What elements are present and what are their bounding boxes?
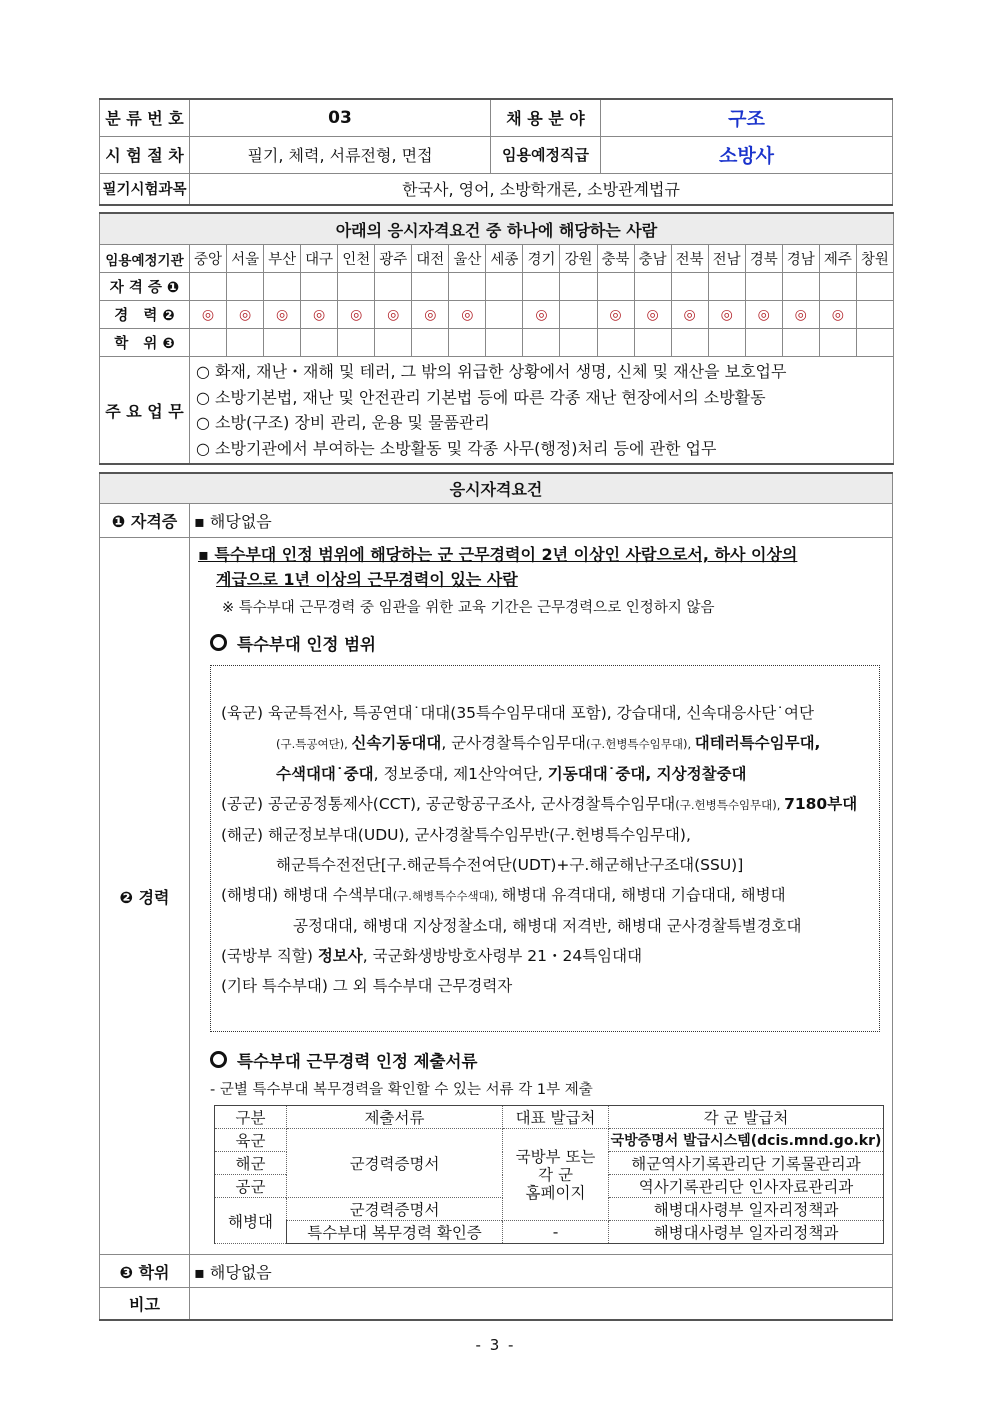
qualification-mark <box>560 273 597 301</box>
org-label: 임용예정기관 <box>100 245 190 273</box>
license-label: ❶ 자격증 <box>100 504 190 538</box>
double-circle-icon: ◎ <box>238 306 252 323</box>
duty-item: ○ 소방(구조) 장비 관리, 운용 및 물품관리 <box>196 413 490 432</box>
docs-note: - 군별 특수부대 복무경력을 확인할 수 있는 서류 각 1부 제출 <box>210 1082 593 1098</box>
eligibility-table <box>99 212 894 465</box>
exam-label: 시 험 절 차 <box>100 136 190 173</box>
qualification-label: 경 력 ❷ <box>100 301 190 329</box>
org-cell: 전북 <box>671 245 708 273</box>
qualification-mark <box>708 273 745 301</box>
qualification-mark <box>523 301 560 329</box>
duty-item: ○ 소방기관에서 부여하는 소방활동 및 각종 사무(행정)처리 등에 관한 업무 <box>196 438 717 458</box>
qualification-mark <box>671 301 708 329</box>
qualification-mark <box>264 301 301 329</box>
exam-value: 필기, 체력, 서류전형, 면접 <box>190 136 491 173</box>
duty-item: ○ 소방기본법, 재난 및 안전관리 기본법 등에 따른 각종 재난 현장에서의 소방활동 <box>196 387 766 407</box>
career-label: ❷ 경력 <box>100 538 190 1255</box>
subjects-label: 필기시험과목 <box>100 173 190 205</box>
remarks-value <box>190 1288 893 1320</box>
double-circle-icon: ◎ <box>831 306 844 323</box>
branch-army: 육군 <box>215 1129 287 1152</box>
qualification-mark <box>819 273 856 301</box>
doc-common: 군경력증명서 <box>287 1129 503 1198</box>
docs-title: 특수부대 근무경력 인정 제출서류 <box>237 1052 478 1071</box>
qualification-row <box>100 329 894 357</box>
eligibility-title: 아래의 응시자격요건 중 하나에 해당하는 사람 <box>100 213 894 245</box>
duty-item: ○ 화재, 재난・재해 및 테러, 그 밖의 위급한 상황에서 생명, 신체 및 재산을 보호업무 <box>196 362 787 381</box>
org-cell: 강원 <box>560 245 597 273</box>
qualification-mark <box>671 273 708 301</box>
army-issuer: 국방증명서 발급시스템(dcis.mnd.go.kr) <box>609 1129 884 1152</box>
qualification-mark <box>338 329 375 357</box>
docs-table <box>214 1105 884 1244</box>
requirements-title: 응시자격요건 <box>100 473 893 504</box>
qualification-mark <box>486 273 523 301</box>
navy-line-1: (해군) 해군정보부대(UDU), 군사경찰특수임무반(구.헌병특수임무대), <box>221 826 691 844</box>
org-row <box>100 245 894 273</box>
marine-doc-1: 군경력증명서 <box>287 1198 503 1221</box>
qualification-mark <box>486 329 523 357</box>
double-circle-icon: ◎ <box>609 306 622 323</box>
org-cell: 울산 <box>449 245 486 273</box>
double-circle-icon: ◎ <box>646 306 659 323</box>
class-no-value: 03 <box>190 99 491 136</box>
duties-list <box>190 357 894 465</box>
org-cell: 대구 <box>301 245 338 273</box>
qualification-mark <box>301 301 338 329</box>
degree-value: ▪ 해당없음 <box>190 1255 893 1288</box>
qualification-mark <box>708 329 745 357</box>
qualification-mark <box>190 329 227 357</box>
qualification-mark <box>560 329 597 357</box>
branch-marine: 해병대 <box>215 1198 287 1244</box>
army-line-3: 수색대대˙중대, 정보중대, 제1산악여단, 기동대대˙중대, 지상정찰중대 <box>276 765 747 783</box>
rank-value: 소방사 <box>601 136 893 173</box>
org-cell: 인천 <box>338 245 375 273</box>
qualification-mark <box>412 329 449 357</box>
qualification-mark <box>745 273 782 301</box>
qualification-row <box>100 273 894 301</box>
qualification-mark <box>856 273 893 301</box>
org-cell: 경북 <box>745 245 782 273</box>
org-cell: 부산 <box>264 245 301 273</box>
career-req-line-1: ▪ 특수부대 인정 범위에 해당하는 군 근무경력이 2년 이상인 사람으로서, 하사 이상의 <box>198 545 798 564</box>
header-table <box>99 98 893 206</box>
org-cell: 충북 <box>597 245 634 273</box>
qualification-mark <box>634 329 671 357</box>
double-circle-icon: ◎ <box>350 306 363 323</box>
rank-label: 임용예정직급 <box>491 136 601 173</box>
qualification-mark <box>449 329 486 357</box>
army-line-1: (육군) 육군특전사, 특공연대˙대대(35특수임무대대 포함), 강습대대, 신속대응사단˙여단 <box>221 704 814 722</box>
marine-line-1: (해병대) 해병대 수색부대(구.해병특수수색대), 해병대 유격대대, 해병대 기습대대, 해병대 <box>221 886 786 904</box>
etc-line: (기타 특수부대) 그 외 특수부대 근무경력자 <box>221 977 513 995</box>
marine-issuer-1: 해병대사령부 일자리정책과 <box>609 1198 884 1221</box>
qualification-mark <box>597 273 634 301</box>
docs-header: 각 군 발급처 <box>609 1106 884 1129</box>
range-heading <box>210 631 880 655</box>
double-circle-icon: ◎ <box>424 306 437 323</box>
qualification-mark <box>301 329 338 357</box>
army-line-2: (구.특공여단), 신속기동대대, 군사경찰특수임무대(구.헌병특수임무대), 대테러특수임무대, <box>276 734 821 752</box>
airforce-line: (공군) 공군공정통제사(CCT), 공군항공구조사, 군사경찰특수임무대(구.헌병특수임무대), 7180부대 <box>221 795 858 813</box>
org-cell: 서울 <box>227 245 264 273</box>
qualification-mark <box>227 329 264 357</box>
qualification-mark <box>819 301 856 329</box>
docs-header: 구분 <box>215 1106 287 1129</box>
circle-bullet-icon <box>210 634 227 651</box>
duties-label: 주 요 업 무 <box>100 357 190 465</box>
qualification-mark <box>560 301 597 329</box>
qualification-row <box>100 301 894 329</box>
range-title: 특수부대 인정 범위 <box>237 635 377 654</box>
docs-heading <box>210 1048 880 1072</box>
qualification-mark <box>301 273 338 301</box>
rep-issuer: 국방부 또는 각 군 홈페이지 <box>503 1129 609 1221</box>
qualification-mark <box>782 273 819 301</box>
qualification-mark <box>523 329 560 357</box>
qualification-mark <box>227 273 264 301</box>
qualification-mark <box>597 301 634 329</box>
license-value: ▪ 해당없음 <box>190 504 893 538</box>
org-cell: 광주 <box>375 245 412 273</box>
range-box <box>210 665 880 1032</box>
qualification-mark <box>412 273 449 301</box>
qualification-mark <box>819 329 856 357</box>
career-content <box>190 538 893 1255</box>
qualification-mark <box>264 329 301 357</box>
org-cell: 대전 <box>412 245 449 273</box>
branch-airforce: 공군 <box>215 1175 287 1198</box>
qualification-mark <box>486 301 523 329</box>
qualification-mark <box>190 301 227 329</box>
org-cell: 중앙 <box>190 245 227 273</box>
qualification-mark <box>634 301 671 329</box>
qualification-mark <box>745 301 782 329</box>
career-note: ※ 특수부대 근무경력 중 임관을 위한 교육 기간은 근무경력으로 인정하지 않음 <box>222 600 715 616</box>
airforce-issuer: 역사기록관리단 인사자료관리과 <box>609 1175 884 1198</box>
double-circle-icon: ◎ <box>794 306 807 323</box>
org-cell: 충남 <box>634 245 671 273</box>
double-circle-icon: ◎ <box>313 306 326 323</box>
qualification-mark <box>782 301 819 329</box>
mnd-line: (국방부 직할) 정보사, 국군화생방방호사령부 21・24특임대대 <box>221 947 643 965</box>
qualification-mark <box>412 301 449 329</box>
qualification-mark <box>782 329 819 357</box>
remarks-label: 비고 <box>100 1288 190 1320</box>
docs-header: 대표 발급처 <box>503 1106 609 1129</box>
qualification-mark <box>449 301 486 329</box>
class-no-label: 분 류 번 호 <box>100 99 190 136</box>
marine-rep-2: - <box>503 1221 609 1244</box>
qualification-mark <box>338 273 375 301</box>
navy-line-2: 해군특수전전단[구.해군특수전여단(UDT)+구.해군해난구조대(SSU)] <box>276 856 744 874</box>
qualification-mark <box>227 301 264 329</box>
branch-navy: 해군 <box>215 1152 287 1175</box>
qualification-mark <box>523 273 560 301</box>
org-cell: 전남 <box>708 245 745 273</box>
org-cell: 경남 <box>782 245 819 273</box>
qualification-mark <box>190 273 227 301</box>
career-requirement <box>194 542 880 592</box>
org-cell: 경기 <box>523 245 560 273</box>
qualification-mark <box>264 273 301 301</box>
double-circle-icon: ◎ <box>276 306 289 323</box>
double-circle-icon: ◎ <box>757 306 770 323</box>
qualification-mark <box>449 273 486 301</box>
qualification-mark <box>338 301 375 329</box>
qualification-mark <box>375 301 412 329</box>
double-circle-icon: ◎ <box>201 306 215 323</box>
qualification-mark <box>597 329 634 357</box>
page-number: - 3 - <box>475 1336 516 1354</box>
marine-issuer-2: 해병대사령부 일자리정책과 <box>609 1221 884 1244</box>
double-circle-icon: ◎ <box>535 306 548 323</box>
recruitment-sheet <box>99 98 893 1321</box>
qualification-mark <box>745 329 782 357</box>
double-circle-icon: ◎ <box>720 306 733 323</box>
subjects-value: 한국사, 영어, 소방학개론, 소방관계법규 <box>190 173 893 205</box>
degree-label: ❸ 학위 <box>100 1255 190 1288</box>
double-circle-icon: ◎ <box>387 306 400 323</box>
qualification-label: 자 격 증 ❶ <box>100 273 190 301</box>
double-circle-icon: ◎ <box>683 306 696 323</box>
navy-issuer: 해군역사기록관리단 기록물관리과 <box>609 1152 884 1175</box>
qualification-label: 학 위 ❸ <box>100 329 190 357</box>
org-cell: 창원 <box>856 245 893 273</box>
career-req-line-2: 계급으로 1년 이상의 근무경력이 있는 사람 <box>216 570 518 589</box>
qualification-mark <box>375 329 412 357</box>
qualification-mark <box>671 329 708 357</box>
docs-header-row <box>215 1106 884 1129</box>
qualification-mark <box>708 301 745 329</box>
docs-header: 제출서류 <box>287 1106 503 1129</box>
qualification-mark <box>375 273 412 301</box>
org-cell: 세종 <box>486 245 523 273</box>
qualification-mark <box>856 329 893 357</box>
marine-doc-2: 특수부대 복무경력 확인증 <box>287 1221 503 1244</box>
marine-line-2: 공정대대, 해병대 지상정찰소대, 해병대 저격반, 해병대 군사경찰특별경호대 <box>293 917 802 935</box>
field-label: 채 용 분 야 <box>491 99 601 136</box>
field-value: 구조 <box>601 99 893 136</box>
double-circle-icon: ◎ <box>461 306 474 323</box>
qualification-mark <box>634 273 671 301</box>
requirements-table <box>99 472 893 1321</box>
org-cell: 제주 <box>819 245 856 273</box>
circle-bullet-icon <box>210 1051 227 1068</box>
qualification-mark <box>856 301 893 329</box>
